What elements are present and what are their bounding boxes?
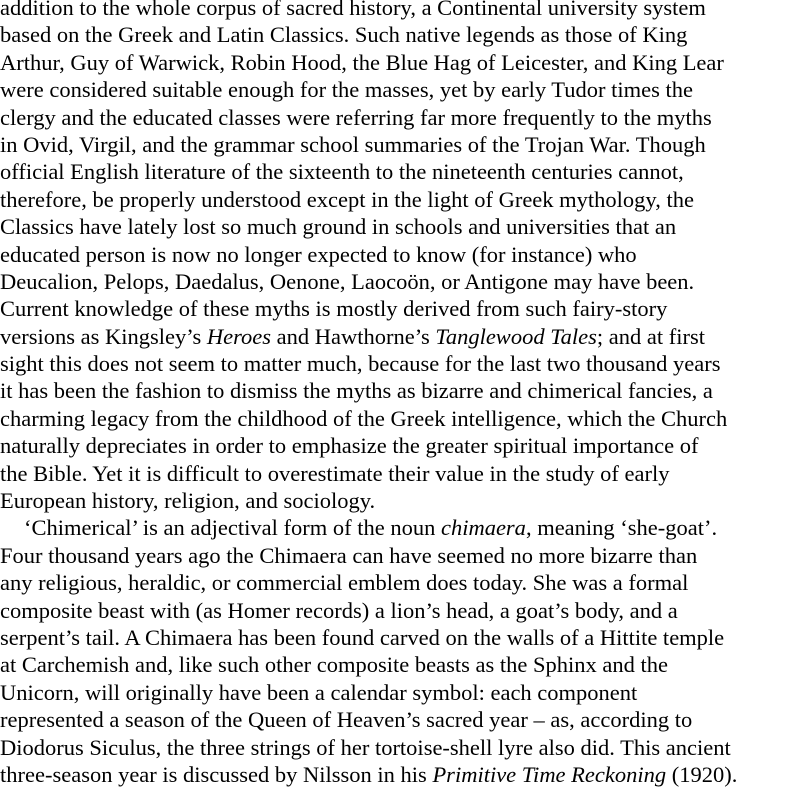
text-line: it has been the fashion to dismiss the myths as bizarre and chimerical fancies, a	[0, 378, 713, 404]
text-segment: three-season year is discussed by Nilsson in his	[0, 761, 433, 787]
text-line: the Bible. Yet it is difficult to overestimate their value in the study of early	[0, 460, 670, 486]
text-line: Arthur, Guy of Warwick, Robin Hood, the Blue Hag of Leicester, and King Lear	[0, 49, 724, 75]
text-line: in Ovid, Virgil, and the grammar school summaries of the Trojan War. Though	[0, 131, 706, 157]
text-line	[0, 323, 800, 350]
text-line: Four thousand years ago the Chimaera can have seemed no more bizarre than	[0, 542, 698, 568]
text-line: serpent’s tail. A Chimaera has been found carved on the walls of a Hittite temple	[0, 624, 725, 650]
text-line: naturally depreciates in order to emphasize the greater spiritual importance of	[0, 433, 699, 459]
text-segment: , meaning ‘she-goat’.	[525, 515, 718, 541]
text-segment: and Hawthorne’s	[271, 323, 436, 349]
text-line: Unicorn, will originally have been a calendar symbol: each component	[0, 679, 638, 705]
italic-title: chimaera	[440, 515, 526, 541]
italic-title: Tanglewood Tales	[435, 323, 597, 349]
text-line: at Carchemish and, like such other composite beasts as the Sphinx and the	[0, 652, 668, 678]
text-line: represented a season of the Queen of Heaven’s sacred year – as, according to	[0, 707, 693, 733]
text-line: Classics have lately lost so much ground in schools and universities that an	[0, 214, 677, 240]
text-segment: (1920).	[666, 761, 738, 787]
text-line: Deucalion, Pelops, Daedalus, Oenone, Laocoön, or Antigone may have been.	[0, 268, 695, 294]
text-segment: ‘Chimerical’ is an adjectival form of the noun	[24, 515, 441, 541]
text-segment: ; and at first	[596, 323, 705, 349]
text-line: Current knowledge of these myths is mostly derived from such fairy-story	[0, 296, 668, 322]
text-line: Diodorus Siculus, the three strings of her tortoise-shell lyre also did. This ancient	[0, 734, 731, 760]
text-line: sight this does not seem to matter much, because for the last two thousand years	[0, 351, 721, 377]
text-line: were considered suitable enough for the masses, yet by early Tudor times the	[0, 77, 693, 103]
text-line: any religious, heraldic, or commercial emblem does today. She was a formal	[0, 570, 689, 596]
text-line	[0, 761, 800, 788]
text-line: charming legacy from the childhood of the Greek intelligence, which the Church	[0, 405, 728, 431]
text-line: addition to the whole corpus of sacred history, a Continental university system	[0, 0, 706, 20]
text-line: therefore, be properly understood except in the light of Greek mythology, the	[0, 186, 694, 212]
text-line: composite beast with (as Homer records) a lion’s head, a goat’s body, and a	[0, 597, 678, 623]
text-line: clergy and the educated classes were referring far more frequently to the myths	[0, 104, 712, 130]
text-line: based on the Greek and Latin Classics. Such native legends as those of King	[0, 22, 688, 48]
italic-title: Primitive Time Reckoning	[432, 761, 667, 787]
text-line: official English literature of the sixteenth to the nineteenth centuries cannot,	[0, 159, 684, 185]
text-line: educated person is now no longer expected to know (for instance) who	[0, 241, 637, 267]
text-line	[0, 514, 800, 541]
text-line: European history, religion, and sociology.	[0, 488, 376, 514]
italic-title: Heroes	[206, 323, 272, 349]
text-segment: versions as Kingsley’s	[0, 323, 207, 349]
